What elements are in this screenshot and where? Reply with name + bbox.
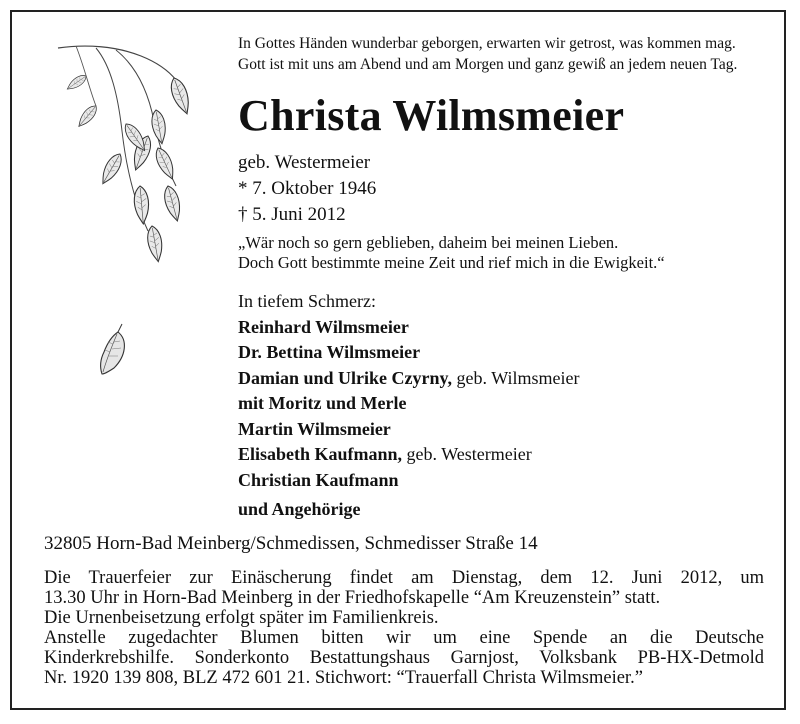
maiden-name: geb. Westermeier <box>238 152 371 173</box>
info-line: Die Trauerfeier zur Einäscherung findet am Dienstag, dem 12. Juni 2012, um <box>44 568 764 588</box>
mourners-intro: In tiefem Schmerz: <box>238 291 376 311</box>
mourner: Reinhard Wilmsmeier <box>238 316 409 337</box>
verse-line: In Gottes Händen wunderbar geborgen, erwarten wir getrost, was kommen mag. <box>238 35 736 52</box>
verse-line: Gott ist mit uns am Abend und am Morgen und ganz gewiß an jedem neuen Tag. <box>238 56 738 73</box>
life-dates <box>238 150 376 228</box>
mourner: Christian Kaufmann <box>238 469 399 490</box>
mourner-note: geb. Westermeier <box>402 444 532 464</box>
opening-verse <box>238 33 737 75</box>
quote <box>238 233 665 273</box>
mourner-name: Damian und Ulrike Czyrny, <box>238 367 453 388</box>
info-line: Kinderkrebshilfe. Sonderkonto Bestattungshaus Garnjost, Volksbank PB-HX-Detmold <box>44 648 764 668</box>
mourner: mit Moritz und Merle <box>238 393 407 413</box>
birch-branch-icon <box>56 36 206 266</box>
info-line: Die Urnenbeisetzung erfolgt später im Familienkreis. <box>44 608 439 628</box>
falling-leaf-icon <box>96 322 136 376</box>
mourner: und Angehörige <box>238 499 361 519</box>
mourner <box>238 366 579 392</box>
mourner: Dr. Bettina Wilmsmeier <box>238 342 421 362</box>
mourner-note: geb. Wilmsmeier <box>452 367 580 388</box>
info-line: Anstelle zugedachter Blumen bitten wir um eine Spende an die Deutsche <box>44 628 764 648</box>
mourner-name: Elisabeth Kaufmann, <box>238 444 403 464</box>
quote-line: Doch Gott bestimmte meine Zeit und rief mich in die Ewigkeit.“ <box>238 253 665 272</box>
family-address: 32805 Horn-Bad Meinberg/Schmedissen, Schmedisser Straße 14 <box>44 533 538 554</box>
funeral-info <box>44 568 764 688</box>
mourner <box>238 442 579 468</box>
mourner: Martin Wilmsmeier <box>238 418 391 439</box>
info-line: 13.30 Uhr in Horn-Bad Meinberg in der Friedhofskapelle “Am Kreuzenstein” statt. <box>44 588 661 608</box>
info-line: Nr. 1920 139 808, BLZ 472 601 21. Stichwort: “Trauerfall Christa Wilmsmeier.” <box>44 668 643 688</box>
quote-line: „Wär noch so gern geblieben, daheim bei meinen Lieben. <box>238 233 619 252</box>
death-date: † 5. Juni 2012 <box>238 204 346 225</box>
mourners-list <box>238 289 579 523</box>
birth-date: * 7. Oktober 1946 <box>238 178 377 199</box>
deceased-name: Christa Wilmsmeier <box>238 91 625 140</box>
